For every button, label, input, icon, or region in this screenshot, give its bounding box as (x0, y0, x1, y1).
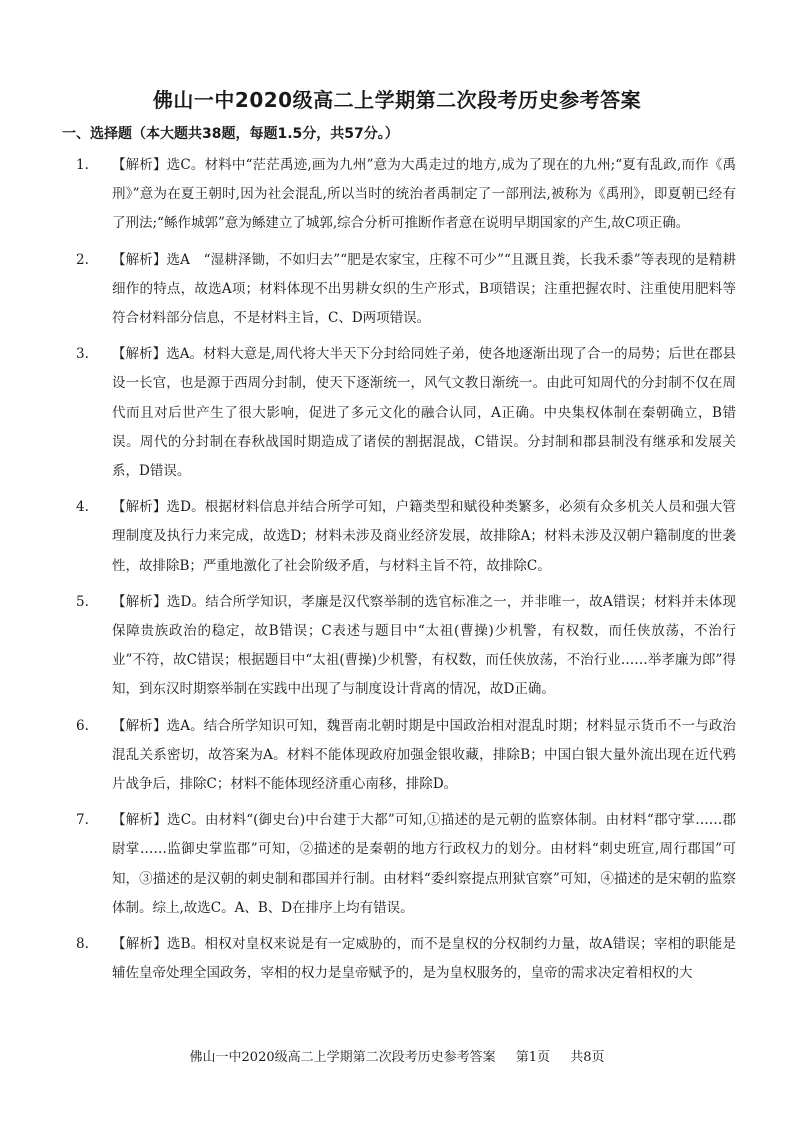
footer-total-pages: 共8页 (570, 1050, 605, 1065)
answer-item-2 (76, 246, 736, 334)
item-text: 【解析】选A。结合所学知识可知，魏晋南北朝时期是中国政治相对混乱时期；材料显示货币不一与政治混乱关系密切，故答案为A。材料不能体现政府加强金银收藏，排除B；中国白银大量外流出现在近代鸦片战争后，排除C；材料不能体现经济重心南移，排除D。 (112, 717, 736, 793)
item-number: 2. (76, 251, 89, 268)
item-number: 4. (76, 499, 89, 516)
page-title: 佛山一中2020级高二上学期第二次段考历史参考答案 (152, 88, 642, 112)
answer-item-7 (76, 806, 736, 923)
item-number: 7. (76, 812, 89, 829)
answer-item-1 (76, 151, 736, 239)
item-text: 【解析】选C。由材料“(御史台)中台建于大都”可知,①描述的是元朝的监察体制。由材料“郡守掌……郡尉掌……监御史掌监郡”可知，②描述的是秦朝的地方行政权力的划分。由材料“刺史班宣,周行郡国”可知，③描述的是汉朝的刺史制和郡国并行制。由材料“委纠察提点刑狱官察”可知，④描述的是宋朝的监察体制。综上,故选C。A、B、D在排序上均有错误。 (112, 812, 736, 916)
answer-item-6 (76, 712, 736, 800)
page-footer (0, 1046, 794, 1065)
footer-title: 佛山一中2020级高二上学期第二次段考历史参考答案 (189, 1050, 496, 1065)
footer-page-number: 第1页 (515, 1050, 551, 1065)
item-number: 3. (76, 346, 89, 363)
item-number: 5. (76, 593, 89, 610)
answer-item-8 (76, 930, 736, 988)
item-number: 8. (76, 936, 89, 953)
item-text: 【解析】选A “湿耕泽锄，不如归去”“肥是农家宝，庄稼不可少”“且溉且粪，长我禾黍”等表现的是精耕细作的特点，故选A项；材料体现不出男耕女织的生产形式，B项错误；注重把握农时、注重使用肥料等符合材料部分信息，不是材料主旨，C、D两项错误。 (112, 251, 736, 327)
item-text: 【解析】选B。相权对皇权来说是有一定威胁的，而不是皇权的分权制约力量，故A错误；宰相的职能是辅佐皇帝处理全国政务，宰相的权力是皇帝赋予的，是为皇权服务的，皇帝的需求决定着相权的大 (112, 936, 736, 982)
answer-item-5 (76, 588, 736, 705)
item-number: 6. (76, 717, 89, 734)
item-text: 【解析】选C。材料中“茫茫禹迹,画为九州”意为大禹走过的地方,成为了现在的九州;“夏有乱政,而作《禹刑》”意为在夏王朝时,因为社会混乱,所以当时的统治者禹制定了一部刑法,被称为《禹刑》，即夏朝已经有了刑法;“鲧作城郭”意为鲧建立了城郭,综合分析可推断作者意在说明早期国家的产生,故C项正确。 (112, 157, 736, 232)
answer-list (76, 151, 736, 995)
item-text: 【解析】选D。根据材料信息并结合所学可知，户籍类型和赋役种类繁多，必须有众多机关人员和强大管理制度及执行力来完成，故选D；材料未涉及商业经济发展，故排除A；材料未涉及汉朝户籍制度的世袭性，故排除B；严重地激化了社会阶级矛盾，与材料主旨不符，故排除C。 (112, 499, 736, 574)
item-number: 1. (76, 157, 89, 173)
answer-item-3 (76, 340, 736, 486)
item-text: 【解析】选A。材料大意是,周代将大半天下分封给同姓子弟，使各地逐渐出现了合一的局势；后世在郡县设一长官，也是源于西周分封制，使天下逐渐统一，风气文教日渐统一。由此可知周代的分封制不仅在周代而且对后世产生了很大影响，促进了多元文化的融合认同，A正确。中央集权体制在秦朝确立，B错误。周代的分封制在春秋战国时期造成了诸侯的割据混战，C错误。分封制和郡县制没有继承和发展关系，D错误。 (112, 346, 736, 480)
item-text: 【解析】选D。结合所学知识，孝廉是汉代察举制的选官标准之一，并非唯一，故A错误；材料并未体现保障贵族政治的稳定，故B错误；C表述与题目中“太祖(曹操)少机警，有权数，而任侠放荡，不治行业”不符，故C错误；根据题目中“太祖(曹操)少机警，有权数，而任侠放荡，不治行业……举孝廉为郎”得知，到东汉时期察举制在实践中出现了与制度设计背离的情况，故D正确。 (112, 593, 736, 698)
section-heading: 一、选择题（本大题共38题，每题1.5分，共57分。） (62, 126, 399, 142)
answer-item-4 (76, 493, 736, 581)
